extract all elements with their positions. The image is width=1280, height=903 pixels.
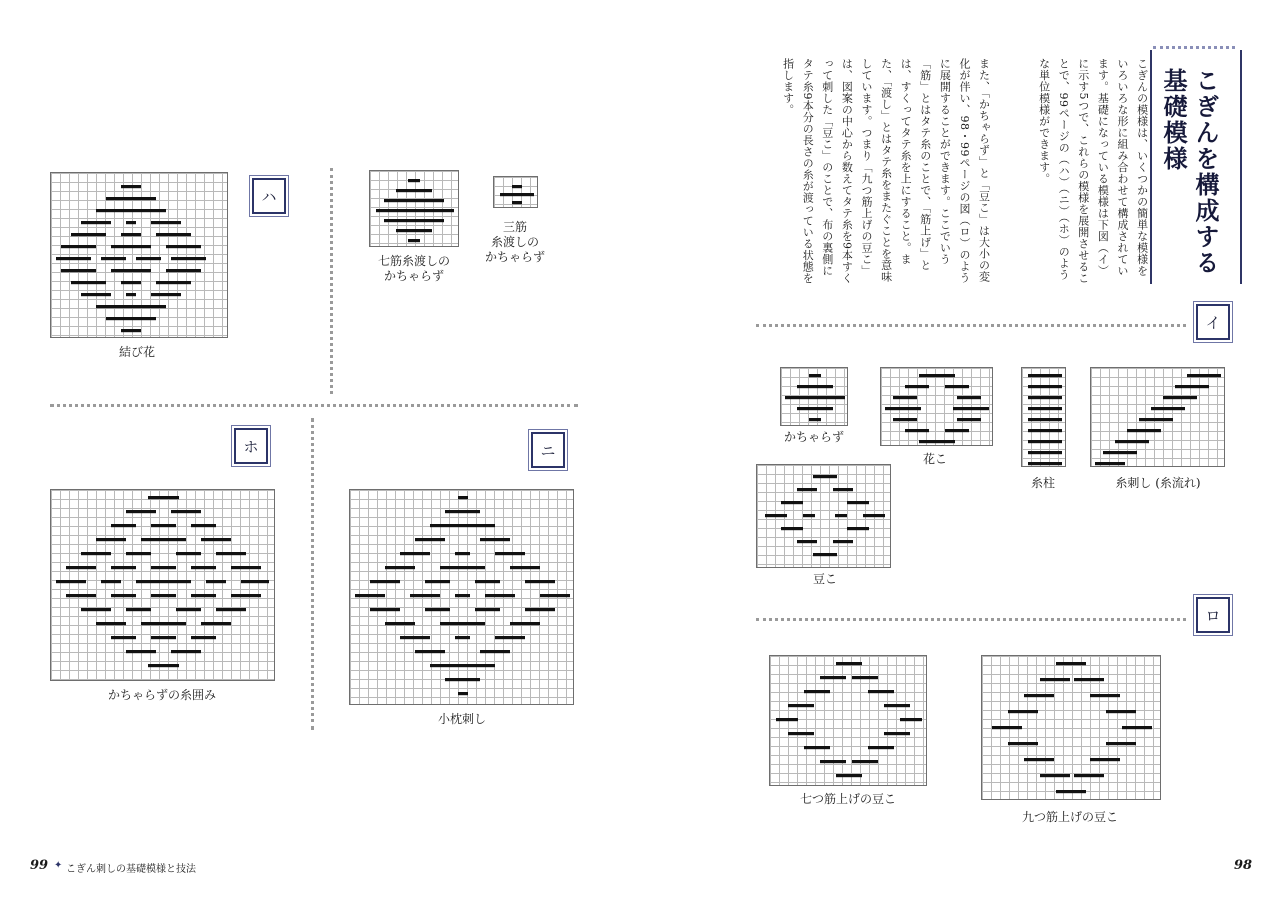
stitch-bar — [151, 524, 176, 527]
stitch-bar — [852, 676, 878, 679]
stitch-bar — [56, 257, 91, 260]
stitch-bar — [370, 580, 400, 583]
stitch-bar — [1028, 385, 1062, 388]
stitch-bar — [111, 566, 136, 569]
pattern-hanako — [880, 367, 993, 446]
stitch-bar — [151, 221, 181, 224]
stitch-bar — [1187, 374, 1221, 377]
stitch-bar — [415, 538, 445, 541]
stitch-bar — [440, 566, 485, 569]
stitch-bar — [166, 269, 201, 272]
stitch-bar — [803, 514, 815, 517]
stitch-bar — [884, 732, 910, 735]
stitch-bar — [425, 608, 450, 611]
stitch-bar — [430, 524, 495, 527]
pattern-kacharazu — [780, 367, 848, 426]
stitch-bar — [171, 650, 201, 653]
stitch-bar — [1028, 396, 1062, 399]
stitch-bar — [136, 580, 191, 583]
title-line-2: 基礎模様 — [1159, 68, 1187, 172]
stitch-bar — [121, 185, 141, 188]
stitch-bar — [512, 201, 522, 204]
stitch-bar — [151, 636, 176, 639]
stitch-bar — [835, 514, 847, 517]
stitch-bar — [400, 552, 430, 555]
stitch-bar — [231, 594, 261, 597]
stitch-bar — [400, 636, 430, 639]
stitch-bar — [863, 514, 885, 517]
section-badge-ro: ロ — [1196, 597, 1230, 633]
stitch-bar — [148, 496, 179, 499]
stitch-bar — [905, 429, 929, 432]
stitch-bar — [151, 293, 181, 296]
stitch-bar — [804, 746, 830, 749]
stitch-bar — [201, 538, 231, 541]
stitch-bar — [480, 650, 510, 653]
stitch-bar — [126, 650, 156, 653]
stitch-bar — [96, 538, 126, 541]
stitch-bar — [1122, 726, 1152, 729]
pattern-kacharazu-itogakomi — [50, 489, 275, 681]
stitch-bar — [945, 385, 969, 388]
stitch-bar — [455, 636, 470, 639]
pattern-sansuji-kacharazu — [493, 176, 538, 208]
stitch-bar — [885, 407, 921, 410]
stitch-bar — [156, 281, 191, 284]
stitch-bar — [1106, 710, 1136, 713]
stitch-bar — [206, 580, 226, 583]
stitch-bar — [408, 239, 420, 242]
stitch-bar — [458, 692, 468, 695]
stitch-bar — [385, 622, 415, 625]
divider-horizontal-ro — [756, 618, 1186, 621]
stitch-bar — [458, 496, 468, 499]
stitch-bar — [384, 199, 444, 202]
stitch-bar — [813, 475, 837, 478]
intro-paragraph-1: こぎんの模様は、いくつかの簡単な模様をいろいろな形に組み合わせて構成されています。基礎になっている模様は下図（イ）に示す5つで、これらの模様を展開させることで、99ページの（ハ）（ニ）（ホ）のような単位模様ができます。 — [1037, 58, 1149, 284]
stitch-bar — [765, 514, 787, 517]
stitch-bar — [836, 774, 862, 777]
caption-kacharazu-itogakomi: かちゃらずの糸囲み — [107, 688, 216, 702]
stitch-bar — [1074, 774, 1104, 777]
stitch-bar — [957, 418, 981, 421]
stitch-bar — [820, 760, 846, 763]
section-badge-ni: ニ — [531, 432, 565, 468]
stitch-bar — [804, 690, 830, 693]
folio-right: 98 — [1234, 858, 1253, 873]
running-head-marker: ✦ — [54, 860, 63, 871]
stitch-bar — [788, 704, 814, 707]
stitch-bar — [201, 622, 231, 625]
stitch-bar — [191, 524, 216, 527]
stitch-bar — [156, 233, 191, 236]
stitch-bar — [66, 566, 96, 569]
stitch-bar — [1115, 440, 1149, 443]
stitch-bar — [495, 636, 525, 639]
caption-kacharazu: かちゃらず — [783, 430, 844, 444]
stitch-bar — [495, 552, 525, 555]
stitch-bar — [216, 608, 246, 611]
stitch-bar — [836, 662, 862, 665]
stitch-bar — [797, 407, 833, 410]
stitch-bar — [106, 317, 156, 320]
stitch-bar — [1028, 429, 1062, 432]
section-badge-ho: ホ — [234, 428, 268, 464]
stitch-bar — [126, 608, 151, 611]
caption-hanako: 花こ — [922, 452, 947, 466]
stitch-bar — [1095, 462, 1125, 465]
stitch-bar — [1028, 418, 1062, 421]
stitch-bar — [1056, 662, 1086, 665]
stitch-bar — [384, 219, 444, 222]
pattern-mameko — [756, 464, 891, 568]
stitch-bar — [166, 245, 201, 248]
stitch-bar — [1103, 451, 1137, 454]
intro-paragraph-2: また、「かちゃらず」と「豆こ」は大小の変化が伴い、98・99ページの図（ロ）のように展開することができます。ここでいう「筋」とはタテ糸のことで、「筋上げ」とは、すくってタテ糸を上にすること。また、「渡し」とはタテ糸をまたぐことを意味しています。つまり「九つ筋上げの豆こ」は、図案の中心から数えてタテ糸を9本すくって刺した「豆こ」のことで、布の裏側にタテ糸9本分の長さの糸が渡っている状態を指します。 — [781, 58, 991, 284]
stitch-bar — [81, 293, 111, 296]
stitch-bar — [191, 594, 216, 597]
stitch-bar — [408, 179, 420, 182]
stitch-bar — [81, 221, 111, 224]
stitch-bar — [455, 552, 470, 555]
stitch-bar — [445, 510, 480, 513]
stitch-bar — [71, 233, 106, 236]
stitch-bar — [121, 233, 141, 236]
stitch-bar — [191, 566, 216, 569]
stitch-bar — [56, 580, 86, 583]
pattern-nanasuji-kacharazu — [369, 170, 459, 247]
stitch-bar — [1074, 678, 1104, 681]
stitch-bar — [176, 608, 201, 611]
stitch-bar — [1090, 694, 1120, 697]
stitch-bar — [919, 374, 955, 377]
stitch-bar — [410, 594, 440, 597]
stitch-bar — [475, 580, 500, 583]
stitch-bar — [231, 566, 261, 569]
stitch-bar — [141, 538, 186, 541]
stitch-bar — [525, 580, 555, 583]
stitch-bar — [101, 580, 121, 583]
pattern-itobashira — [1021, 367, 1066, 467]
stitch-bar — [171, 257, 206, 260]
stitch-bar — [884, 704, 910, 707]
stitch-bar — [1028, 374, 1062, 377]
stitch-bar — [96, 209, 166, 212]
stitch-bar — [809, 418, 821, 421]
stitch-bar — [797, 385, 833, 388]
stitch-bar — [957, 396, 981, 399]
stitch-bar — [847, 501, 869, 504]
stitch-bar — [1090, 758, 1120, 761]
stitch-bar — [81, 552, 111, 555]
stitch-bar — [500, 193, 534, 196]
caption-kokonotsu-suji-mameko: 九つ筋上げの豆こ — [1021, 810, 1118, 824]
stitch-bar — [953, 407, 989, 410]
stitch-bar — [833, 540, 853, 543]
stitch-bar — [216, 552, 246, 555]
stitch-bar — [241, 580, 269, 583]
folio-left: 99 — [30, 858, 49, 873]
stitch-bar — [480, 538, 510, 541]
caption-musubibana: 結び花 — [118, 345, 155, 359]
pattern-musubibana — [50, 172, 228, 338]
stitch-bar — [1151, 407, 1185, 410]
stitch-bar — [440, 622, 485, 625]
stitch-bar — [919, 440, 955, 443]
stitch-bar — [540, 594, 570, 597]
section-badge-i: イ — [1196, 304, 1230, 340]
stitch-bar — [900, 718, 922, 721]
stitch-bar — [847, 527, 869, 530]
stitch-bar — [101, 257, 126, 260]
stitch-bar — [106, 197, 156, 200]
stitch-bar — [61, 245, 96, 248]
caption-itozashi: 糸刺し (糸流れ) — [1115, 476, 1201, 490]
stitch-bar — [111, 269, 151, 272]
divider-vertical-lower — [311, 418, 314, 730]
stitch-bar — [455, 594, 470, 597]
stitch-bar — [1008, 742, 1038, 745]
stitch-bar — [813, 553, 837, 556]
stitch-bar — [136, 257, 161, 260]
stitch-bar — [191, 636, 216, 639]
stitch-bar — [385, 566, 415, 569]
stitch-bar — [445, 678, 480, 681]
running-head-left: こぎん刺しの基礎模様と技法 — [66, 864, 196, 875]
stitch-bar — [425, 580, 450, 583]
stitch-bar — [81, 608, 111, 611]
stitch-bar — [781, 527, 803, 530]
divider-horizontal-i — [756, 324, 1186, 327]
stitch-bar — [785, 396, 845, 399]
stitch-bar — [868, 690, 894, 693]
stitch-bar — [893, 418, 917, 421]
stitch-bar — [430, 664, 495, 667]
stitch-bar — [126, 293, 136, 296]
stitch-bar — [171, 510, 201, 513]
stitch-bar — [121, 329, 141, 332]
divider-horizontal-left — [50, 404, 578, 407]
stitch-bar — [1028, 451, 1062, 454]
stitch-bar — [111, 594, 136, 597]
caption-nanatsu-suji-mameko: 七つ筋上げの豆こ — [799, 792, 896, 806]
stitch-bar — [396, 189, 432, 192]
stitch-bar — [148, 664, 179, 667]
stitch-bar — [797, 540, 817, 543]
stitch-bar — [833, 488, 853, 491]
pattern-nanatsu-suji-mameko — [769, 655, 927, 786]
stitch-bar — [151, 566, 176, 569]
stitch-bar — [151, 594, 176, 597]
title-line-1: こぎんを構成する — [1191, 68, 1219, 276]
stitch-bar — [1106, 742, 1136, 745]
stitch-bar — [1056, 790, 1086, 793]
stitch-bar — [1040, 678, 1070, 681]
caption-mameko: 豆こ — [812, 572, 837, 586]
stitch-bar — [61, 269, 96, 272]
stitch-bar — [396, 229, 432, 232]
stitch-bar — [1163, 396, 1197, 399]
stitch-bar — [1040, 774, 1070, 777]
stitch-bar — [355, 594, 385, 597]
stitch-bar — [512, 185, 522, 188]
stitch-bar — [126, 221, 136, 224]
stitch-bar — [121, 281, 141, 284]
stitch-bar — [96, 622, 126, 625]
title-dots-top — [1153, 46, 1235, 49]
caption-sansuji-kacharazu: 三筋 糸渡しの かちゃらず — [484, 220, 545, 264]
stitch-bar — [868, 746, 894, 749]
pattern-itozashi — [1090, 367, 1225, 467]
caption-nanasuji-kacharazu: 七筋糸渡しの かちゃらず — [377, 254, 450, 283]
section-badge-ha: ハ — [252, 178, 286, 214]
stitch-bar — [820, 676, 846, 679]
stitch-bar — [1139, 418, 1173, 421]
stitch-bar — [111, 245, 151, 248]
stitch-bar — [776, 718, 798, 721]
stitch-bar — [1028, 462, 1062, 465]
stitch-bar — [525, 608, 555, 611]
stitch-bar — [809, 374, 821, 377]
stitch-bar — [71, 281, 106, 284]
stitch-bar — [126, 510, 156, 513]
stitch-bar — [510, 566, 540, 569]
stitch-bar — [176, 552, 201, 555]
stitch-bar — [510, 622, 540, 625]
stitch-bar — [1024, 694, 1054, 697]
stitch-bar — [893, 396, 917, 399]
stitch-bar — [485, 594, 515, 597]
stitch-bar — [1127, 429, 1161, 432]
stitch-bar — [992, 726, 1022, 729]
stitch-bar — [376, 209, 454, 212]
stitch-bar — [111, 524, 136, 527]
caption-itobashira: 糸柱 — [1030, 476, 1055, 490]
stitch-bar — [852, 760, 878, 763]
stitch-bar — [905, 385, 929, 388]
stitch-bar — [415, 650, 445, 653]
stitch-bar — [797, 488, 817, 491]
stitch-bar — [781, 501, 803, 504]
stitch-bar — [126, 552, 151, 555]
stitch-bar — [370, 608, 400, 611]
stitch-bar — [96, 305, 166, 308]
caption-komakura-zashi: 小枕刺し — [437, 712, 486, 726]
stitch-bar — [945, 429, 969, 432]
stitch-bar — [788, 732, 814, 735]
stitch-bar — [1175, 385, 1209, 388]
stitch-bar — [111, 636, 136, 639]
stitch-bar — [1008, 710, 1038, 713]
stitch-bar — [141, 622, 186, 625]
divider-vertical-upper — [330, 168, 333, 394]
stitch-bar — [1028, 407, 1062, 410]
stitch-bar — [66, 594, 96, 597]
pattern-komakura-zashi — [349, 489, 574, 705]
stitch-bar — [1024, 758, 1054, 761]
pattern-kokonotsu-suji-mameko — [981, 655, 1161, 800]
stitch-bar — [1028, 440, 1062, 443]
stitch-bar — [475, 608, 500, 611]
